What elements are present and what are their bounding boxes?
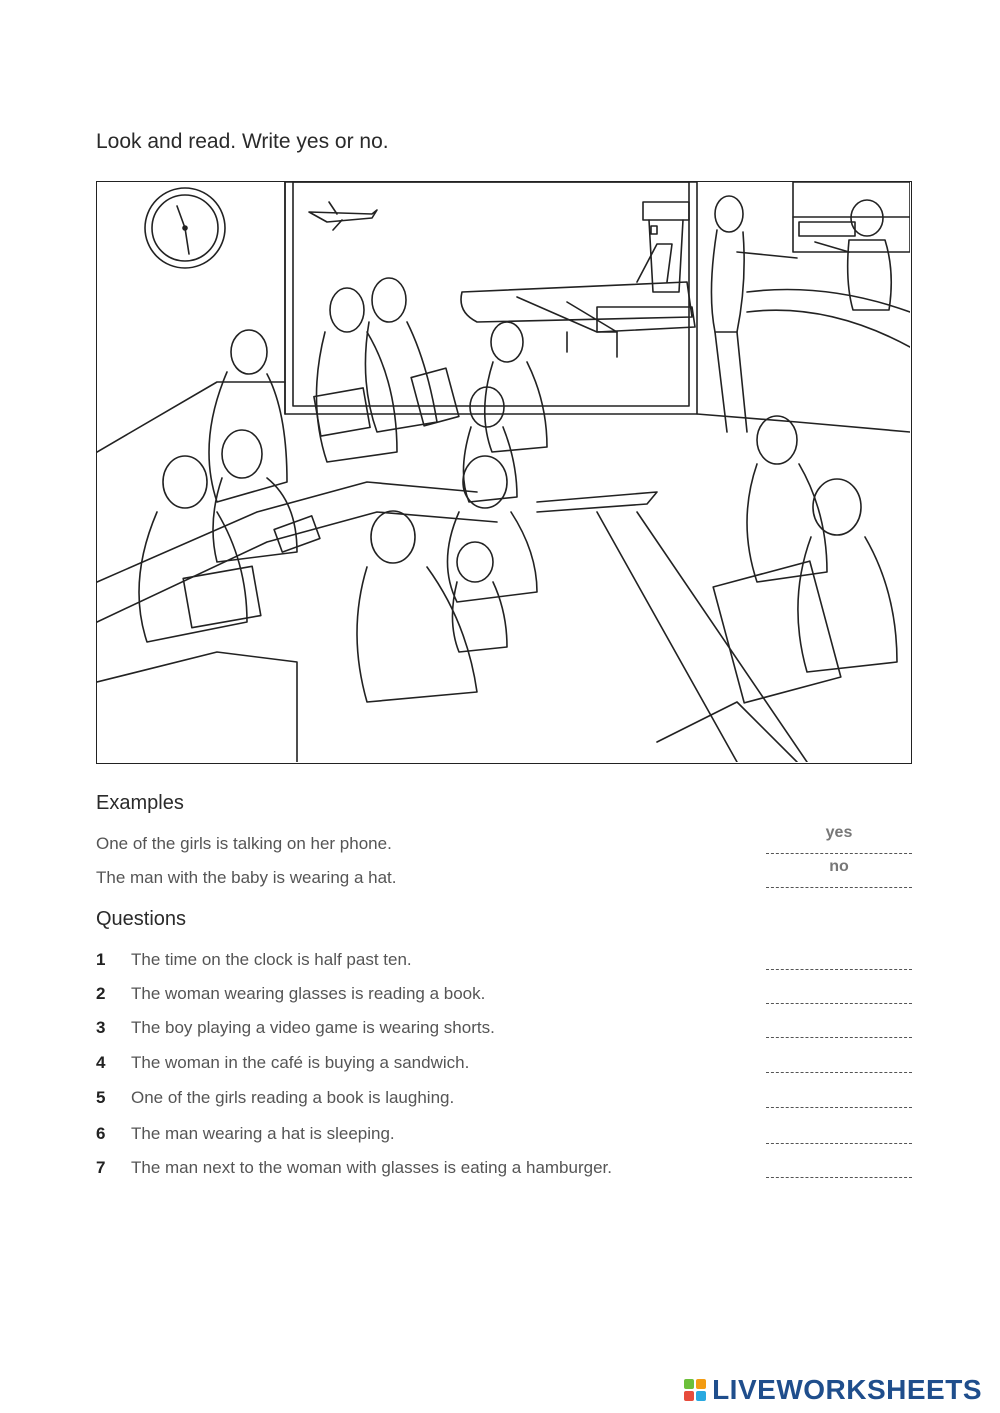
question-row	[96, 980, 912, 1010]
seated-people-left	[139, 278, 459, 642]
cafe-counter-illustration	[747, 182, 910, 347]
window-illustration	[285, 182, 697, 414]
question-text: The time on the clock is half past ten.	[131, 950, 412, 969]
question-text: One of the girls reading a book is laughing.	[131, 1088, 455, 1107]
question-row	[96, 1049, 912, 1079]
question-text: The man wearing a hat is sleeping.	[131, 1124, 395, 1143]
answer-field[interactable]	[766, 1084, 912, 1108]
question-row	[96, 1084, 912, 1114]
brand-name: LIVEWORKSHEETS	[712, 1374, 982, 1405]
example-text: The man with the baby is wearing a hat.	[96, 868, 397, 887]
examples-title: Examples	[96, 792, 184, 814]
example-answer-line	[766, 858, 912, 888]
question-text: The woman in the café is buying a sandwich.	[131, 1053, 470, 1072]
question-row	[96, 1154, 912, 1184]
answer-field[interactable]	[766, 1014, 912, 1038]
liveworksheets-logo	[684, 1372, 982, 1408]
example-text: One of the girls is talking on her phone.	[96, 834, 392, 853]
woman-at-counter	[711, 196, 797, 432]
question-number: 4	[96, 1053, 106, 1072]
answer-field[interactable]	[766, 946, 912, 970]
question-text: The woman wearing glasses is reading a book.	[131, 984, 486, 1003]
answer-field[interactable]	[766, 1120, 912, 1144]
question-number: 5	[96, 1088, 106, 1107]
question-number: 3	[96, 1018, 106, 1037]
example-answer: yes	[825, 824, 853, 841]
instruction-heading: Look and read. Write yes or no.	[96, 130, 389, 153]
control-tower-icon	[643, 202, 689, 292]
airplane-sky-icon	[309, 202, 377, 230]
answer-field[interactable]	[766, 1049, 912, 1073]
example-answer: no	[829, 858, 849, 875]
logo-blocks-icon	[684, 1379, 706, 1401]
question-text: The man next to the woman with glasses is eating a hamburger.	[131, 1158, 612, 1177]
seated-people-right	[713, 416, 897, 703]
example-answer-line	[766, 824, 912, 854]
question-number: 2	[96, 984, 106, 1003]
clock-icon	[145, 188, 225, 268]
question-number: 1	[96, 950, 106, 969]
question-row	[96, 1014, 912, 1044]
question-row	[96, 1120, 912, 1150]
question-number: 7	[96, 1158, 106, 1177]
question-row	[96, 946, 912, 976]
question-number: 6	[96, 1124, 106, 1143]
example-row	[96, 824, 912, 860]
airplane-window-icon	[461, 244, 695, 357]
answer-field[interactable]	[766, 1154, 912, 1178]
questions-title: Questions	[96, 908, 187, 930]
example-row	[96, 858, 912, 894]
seated-people-center	[357, 322, 657, 702]
answer-field[interactable]	[766, 980, 912, 1004]
question-text: The boy playing a video game is wearing shorts.	[131, 1018, 495, 1037]
airport-scene-illustration	[96, 181, 912, 764]
